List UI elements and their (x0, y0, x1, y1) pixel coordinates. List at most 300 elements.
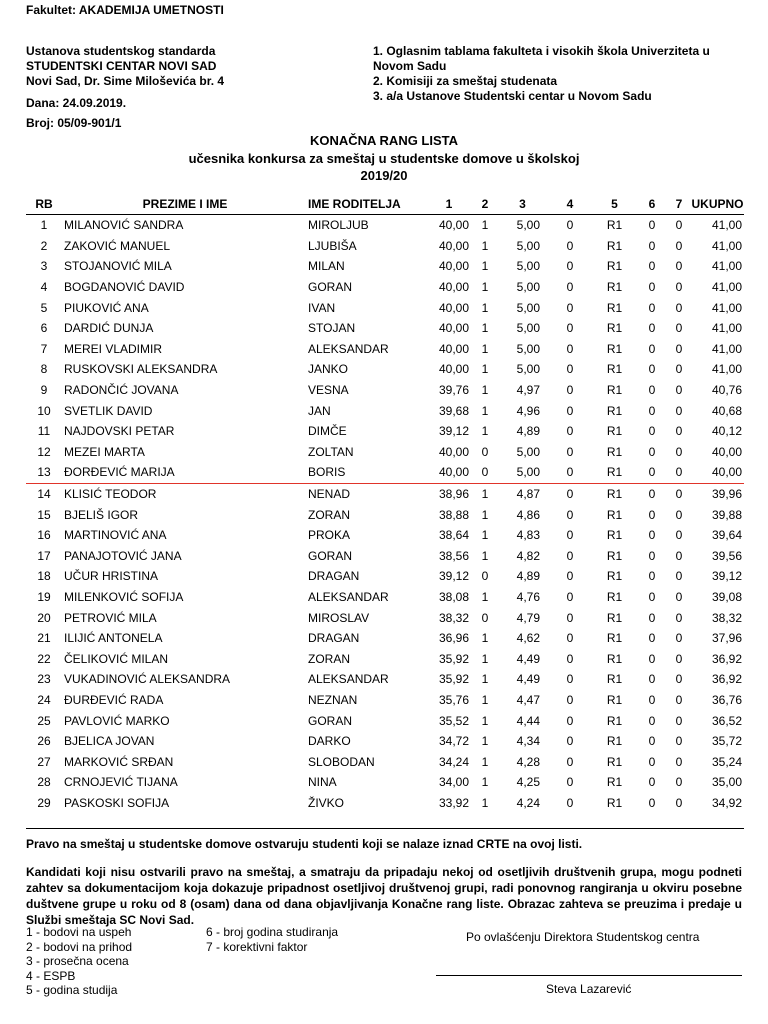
score-3-cell: 5,00 (497, 462, 548, 483)
score-5-cell: R1 (606, 218, 623, 233)
score-2-cell: 1 (481, 321, 489, 336)
score-4-cell: 0 (566, 507, 574, 522)
signature-authority: Po ovlašćenju Direktora Studentskog centra (466, 930, 700, 944)
score-4-cell: 0 (566, 383, 574, 398)
table-row (26, 587, 744, 608)
score-4-cell: 0 (566, 341, 574, 356)
legend-left (26, 925, 132, 998)
table-row (26, 359, 744, 380)
legend-item: 7 - korektivni faktor (206, 939, 308, 954)
legend-item: 2 - bodovi na prihod (26, 939, 133, 954)
score-5-cell: R1 (606, 754, 623, 769)
table-row (26, 546, 744, 567)
score-5-cell: R1 (606, 341, 623, 356)
score-4-cell: 0 (566, 444, 574, 459)
parent-name-cell: ALEKSANDAR (308, 589, 389, 604)
total-cell: 39,08 (711, 589, 742, 604)
score-3-cell: 5,00 (516, 300, 540, 315)
score-3-cell: 4,86 (516, 507, 540, 522)
parent-name-cell: NENAD (308, 487, 351, 502)
rank-cell: 21 (37, 631, 51, 646)
rank-cell: 24 (37, 692, 51, 707)
score-3-cell: 4,49 (516, 651, 540, 666)
score-4-cell: 0 (566, 362, 574, 377)
student-name-cell: DARDIĆ DUNJA (64, 321, 154, 336)
score-2-cell: 0 (473, 462, 497, 483)
score-3-cell: 4,25 (516, 775, 540, 790)
column-header: 6 (637, 194, 667, 215)
parent-name-cell: VESNA (308, 383, 349, 398)
total-cell: 34,92 (711, 795, 742, 810)
student-name-cell: MILENKOVIĆ SOFIJA (64, 589, 184, 604)
rank-cell: 12 (37, 444, 51, 459)
score-2-cell: 0 (481, 444, 489, 459)
total-cell: 36,76 (711, 692, 742, 707)
rank-cell: 1 (40, 218, 48, 233)
score-1-cell: 34,00 (438, 775, 469, 790)
total-cell: 39,56 (711, 548, 742, 563)
score-5-cell: R1 (606, 528, 623, 543)
institution-line: Novi Sad, Dr. Sime Miloševića br. 4 (26, 74, 225, 88)
score-1-cell: 38,64 (438, 528, 469, 543)
score-6-cell: 0 (648, 754, 656, 769)
rank-cell: 3 (40, 259, 48, 274)
column-header: RB (26, 194, 62, 215)
score-6-cell: 0 (648, 487, 656, 502)
rank-cell: 2 (40, 238, 48, 253)
score-3-cell: 4,49 (516, 672, 540, 687)
column-header: 7 (667, 194, 691, 215)
score-5-cell: R1 (606, 589, 623, 604)
table-row (26, 628, 744, 649)
score-1-cell: 34,24 (438, 754, 469, 769)
student-name-cell: BOGDANOVIĆ DAVID (64, 280, 185, 295)
total-cell: 41,00 (711, 238, 742, 253)
column-header: 4 (548, 194, 592, 215)
score-3-cell: 4,82 (516, 548, 540, 563)
score-3-cell: 4,28 (516, 754, 540, 769)
score-1-cell: 38,56 (438, 548, 469, 563)
score-1-cell: 40,00 (438, 280, 469, 295)
score-2-cell: 1 (481, 259, 489, 274)
score-4-cell: 0 (566, 424, 574, 439)
score-2-cell: 1 (481, 507, 489, 522)
score-7-cell: 0 (675, 754, 683, 769)
score-1-cell: 40,00 (438, 300, 469, 315)
score-7-cell: 0 (675, 775, 683, 790)
score-5-cell: R1 (606, 692, 623, 707)
cutoff-note: Pravo na smeštaj u studentske domove ostvaruju studenti koji se nalaze iznad CRTE na ovoj listi. (26, 837, 583, 851)
score-7-cell: 0 (675, 528, 683, 543)
score-7-cell: 0 (675, 403, 683, 418)
score-1-cell: 40,00 (438, 341, 469, 356)
parent-name-cell: IVAN (308, 300, 336, 315)
score-1-cell: 39,68 (438, 403, 469, 418)
score-6-cell: 0 (648, 218, 656, 233)
score-2-cell: 1 (481, 280, 489, 295)
score-4-cell: 0 (548, 462, 592, 483)
rank-cell: 26 (37, 734, 51, 749)
total-cell: 41,00 (711, 300, 742, 315)
score-2-cell: 1 (481, 341, 489, 356)
score-4-cell: 0 (566, 651, 574, 666)
score-4-cell: 0 (566, 734, 574, 749)
score-2-cell: 0 (481, 569, 489, 584)
score-2-cell: 1 (481, 300, 489, 315)
parent-name-cell: ALEKSANDAR (308, 672, 389, 687)
score-7-cell: 0 (675, 341, 683, 356)
table-row (26, 525, 744, 546)
parent-name-cell: MILAN (308, 259, 345, 274)
score-4-cell: 0 (566, 487, 574, 502)
total-cell: 35,72 (711, 734, 742, 749)
total-cell: 35,00 (711, 775, 742, 790)
score-7-cell: 0 (675, 610, 683, 625)
score-3-cell: 4,76 (516, 589, 540, 604)
rank-cell: 17 (37, 548, 51, 563)
score-7-cell: 0 (675, 444, 683, 459)
student-name-cell: NAJDOVSKI PETAR (64, 424, 175, 439)
score-2-cell: 1 (481, 713, 489, 728)
score-1-cell: 35,52 (438, 713, 469, 728)
school-year: 2019/20 (360, 168, 408, 183)
score-1-cell: 39,12 (438, 424, 469, 439)
parent-name-cell: LJUBIŠA (308, 238, 357, 253)
score-7-cell: 0 (675, 238, 683, 253)
column-header: 1 (425, 194, 473, 215)
score-6-cell: 0 (648, 383, 656, 398)
score-1-cell: 35,76 (438, 692, 469, 707)
score-3-cell: 4,24 (516, 795, 540, 810)
score-1-cell: 38,08 (438, 589, 469, 604)
student-name-cell: MARKOVIĆ SRĐAN (64, 754, 174, 769)
score-5-cell: R1 (606, 403, 623, 418)
student-name-cell: ZAKOVIĆ MANUEL (64, 238, 171, 253)
score-4-cell: 0 (566, 259, 574, 274)
score-3-cell: 5,00 (516, 238, 540, 253)
signature-line (436, 975, 742, 976)
score-3-cell: 4,34 (516, 734, 540, 749)
student-name-cell: ILIJIĆ ANTONELA (64, 631, 163, 646)
document-number: Broj: 05/09-901/1 (26, 116, 122, 130)
score-4-cell: 0 (566, 321, 574, 336)
table-row (26, 400, 744, 421)
rank-cell: 15 (37, 507, 51, 522)
ranking-table (26, 194, 744, 813)
score-7-cell: 0 (675, 218, 683, 233)
score-6-cell: 0 (648, 775, 656, 790)
faculty-title: Fakultet: AKADEMIJA UMETNOSTI (26, 3, 224, 17)
student-name-cell: STOJANOVIĆ MILA (64, 259, 172, 274)
score-5-cell: R1 (606, 444, 623, 459)
score-2-cell: 0 (481, 610, 489, 625)
parent-name-cell: MIROSLAV (308, 610, 370, 625)
rank-cell: 7 (40, 341, 48, 356)
score-6-cell: 0 (648, 238, 656, 253)
score-6-cell: 0 (648, 589, 656, 604)
parent-name-cell: JAN (308, 403, 331, 418)
score-4-cell: 0 (566, 589, 574, 604)
score-2-cell: 1 (481, 631, 489, 646)
table-row (26, 421, 744, 442)
score-7-cell: 0 (675, 692, 683, 707)
total-cell: 38,32 (711, 610, 742, 625)
parent-name-cell: DARKO (308, 734, 351, 749)
table-row (26, 504, 744, 525)
score-3-cell: 5,00 (516, 341, 540, 356)
score-5-cell: R1 (606, 383, 623, 398)
ranking-table-body (26, 215, 744, 814)
score-5-cell: R1 (606, 610, 623, 625)
score-3-cell: 4,62 (516, 631, 540, 646)
total-cell: 40,00 (711, 444, 742, 459)
score-3-cell: 4,44 (516, 713, 540, 728)
student-name-cell: MARTINOVIĆ ANA (64, 528, 167, 543)
student-name-cell: PAVLOVIĆ MARKO (64, 713, 170, 728)
score-4-cell: 0 (566, 692, 574, 707)
score-2-cell: 1 (481, 775, 489, 790)
table-row (26, 462, 744, 483)
parent-name-cell: ALEKSANDAR (308, 341, 389, 356)
rank-cell: 27 (37, 754, 51, 769)
total-cell: 40,00 (691, 462, 744, 483)
rank-cell: 25 (37, 713, 51, 728)
score-2-cell: 1 (481, 424, 489, 439)
score-5-cell: R1 (606, 795, 623, 810)
score-7-cell: 0 (675, 589, 683, 604)
parent-name-cell: NEZNAN (308, 692, 358, 707)
student-name-cell: ĐURĐEVIĆ RADA (64, 692, 164, 707)
score-2-cell: 1 (481, 383, 489, 398)
score-5-cell: R1 (606, 362, 623, 377)
score-5-cell: R1 (606, 321, 623, 336)
score-1-cell: 38,32 (438, 610, 469, 625)
score-2-cell: 1 (481, 795, 489, 810)
rank-cell: 4 (40, 280, 48, 295)
table-row (26, 380, 744, 401)
recipient-line: 3. a/a Ustanove Studentski centar u Novom Sadu (373, 89, 652, 103)
total-cell: 39,88 (711, 507, 742, 522)
score-1-cell: 40,00 (438, 444, 469, 459)
institution-line: STUDENTSKI CENTAR NOVI SAD (26, 59, 217, 73)
score-7-cell: 0 (675, 631, 683, 646)
score-5-cell: R1 (606, 713, 623, 728)
score-3-cell: 4,89 (516, 424, 540, 439)
total-cell: 35,24 (711, 754, 742, 769)
total-cell: 37,96 (711, 631, 742, 646)
score-3-cell: 5,00 (516, 362, 540, 377)
parent-name-cell: ZORAN (308, 507, 350, 522)
score-5-cell: R1 (606, 280, 623, 295)
student-name-cell: VUKADINOVIĆ ALEKSANDRA (64, 672, 231, 687)
score-4-cell: 0 (566, 754, 574, 769)
student-name-cell: ČELIKOVIĆ MILAN (64, 651, 169, 666)
table-row (26, 297, 744, 318)
score-6-cell: 0 (648, 548, 656, 563)
table-header-row (26, 194, 744, 215)
student-name-cell: PETROVIĆ MILA (64, 610, 157, 625)
score-1-cell: 40,00 (438, 362, 469, 377)
rank-cell: 28 (37, 775, 51, 790)
student-name-cell: PASKOSKI SOFIJA (64, 795, 170, 810)
score-4-cell: 0 (566, 403, 574, 418)
score-6-cell: 0 (648, 362, 656, 377)
score-3-cell: 4,87 (516, 487, 540, 502)
score-1-cell: 39,12 (438, 569, 469, 584)
score-2-cell: 1 (481, 528, 489, 543)
score-6-cell: 0 (648, 672, 656, 687)
column-header: 3 (497, 194, 548, 215)
parent-name-cell: DIMČE (308, 424, 347, 439)
total-cell: 41,00 (711, 362, 742, 377)
recipients-block (373, 44, 710, 104)
score-5-cell: R1 (606, 631, 623, 646)
score-6-cell: 0 (648, 528, 656, 543)
column-header: 2 (473, 194, 497, 215)
table-row (26, 566, 744, 587)
student-name-cell: BJELIŠ IGOR (64, 507, 139, 522)
score-3-cell: 5,00 (516, 218, 540, 233)
rank-cell: 20 (37, 610, 51, 625)
score-4-cell: 0 (566, 610, 574, 625)
score-6-cell: 0 (648, 569, 656, 584)
score-3-cell: 5,00 (516, 280, 540, 295)
score-2-cell: 1 (481, 754, 489, 769)
vulnerable-groups-note: Kandidati koji nisu ostvarili pravo na smeštaj, a smatraju da pripadaju nekoj od osetljivih društvenih grupa, mogu podneti zahtev sa dokumentacijom koja dokazuje pripadnost osetljivoj društvenoj grupi, radi ponovnog rangiranja u okviru posebne duštvene grupe u roku od 8 (osam) dana od dana objavljivanja Konačne rang liste. Obrazac zahteva se preuzima i predaje u Službi smeštaja SC Novi Sad. (26, 865, 742, 927)
score-1-cell: 34,72 (438, 734, 469, 749)
score-7-cell: 0 (675, 383, 683, 398)
score-1-cell: 33,92 (438, 795, 469, 810)
parent-name-cell: MIROLJUB (308, 218, 369, 233)
rank-cell: 23 (37, 672, 51, 687)
total-cell: 36,92 (711, 651, 742, 666)
table-row (26, 339, 744, 360)
score-4-cell: 0 (566, 795, 574, 810)
score-6-cell: 0 (637, 462, 667, 483)
score-6-cell: 0 (648, 300, 656, 315)
score-7-cell: 0 (675, 259, 683, 274)
total-cell: 36,92 (711, 672, 742, 687)
parent-name-cell: ZORAN (308, 651, 350, 666)
table-row (26, 690, 744, 711)
legend-item: 4 - ESPB (26, 968, 76, 983)
rank-cell: 10 (37, 403, 51, 418)
student-name-cell: MEREI VLADIMIR (64, 341, 163, 356)
rank-cell: 8 (40, 362, 48, 377)
score-1-cell: 40,00 (438, 238, 469, 253)
parent-name-cell: GORAN (308, 713, 353, 728)
score-2-cell: 1 (481, 734, 489, 749)
score-6-cell: 0 (648, 424, 656, 439)
score-5-cell: R1 (606, 487, 623, 502)
total-cell: 41,00 (711, 341, 742, 356)
score-4-cell: 0 (566, 280, 574, 295)
parent-name-cell: NINA (308, 775, 337, 790)
score-1-cell: 38,88 (438, 507, 469, 522)
rank-cell: 13 (26, 462, 62, 483)
score-2-cell: 1 (481, 362, 489, 377)
parent-name-cell: SLOBODAN (308, 754, 375, 769)
table-row (26, 483, 744, 504)
student-name-cell: SVETLIK DAVID (64, 403, 153, 418)
score-7-cell: 0 (675, 795, 683, 810)
score-5-cell: R1 (606, 259, 623, 274)
score-3-cell: 4,79 (516, 610, 540, 625)
parent-name-cell: BORIS (308, 462, 425, 483)
rank-cell: 22 (37, 651, 51, 666)
total-cell: 39,64 (711, 528, 742, 543)
score-3-cell: 4,83 (516, 528, 540, 543)
score-6-cell: 0 (648, 280, 656, 295)
table-row (26, 442, 744, 463)
score-5-cell: R1 (606, 775, 623, 790)
score-6-cell: 0 (648, 692, 656, 707)
recipient-line: Novom Sadu (373, 59, 447, 73)
parent-name-cell: ŽIVKO (308, 795, 345, 810)
list-title: KONAČNA RANG LISTA (309, 133, 459, 148)
parent-name-cell: DRAGAN (308, 569, 360, 584)
score-6-cell: 0 (648, 259, 656, 274)
table-row (26, 236, 744, 257)
document-date: Dana: 24.09.2019. (26, 96, 127, 110)
score-5-cell: R1 (606, 672, 623, 687)
legend-item: 1 - bodovi na uspeh (26, 925, 132, 939)
score-3-cell: 5,00 (516, 321, 540, 336)
signature-name: Steva Lazarević (546, 982, 632, 996)
score-7-cell: 0 (675, 507, 683, 522)
table-row (26, 648, 744, 669)
score-2-cell: 1 (481, 487, 489, 502)
student-name-cell: BJELICA JOVAN (64, 734, 155, 749)
score-7-cell: 0 (675, 672, 683, 687)
score-7-cell: 0 (675, 548, 683, 563)
score-4-cell: 0 (566, 218, 574, 233)
student-name-cell: MEZEI MARTA (64, 444, 145, 459)
score-1-cell: 40,00 (425, 462, 473, 483)
column-header: IME RODITELJA (308, 194, 425, 215)
table-row (26, 215, 744, 236)
score-6-cell: 0 (648, 713, 656, 728)
score-1-cell: 35,92 (438, 672, 469, 687)
rank-cell: 16 (37, 528, 51, 543)
score-4-cell: 0 (566, 713, 574, 728)
total-cell: 41,00 (711, 218, 742, 233)
score-4-cell: 0 (566, 672, 574, 687)
table-row (26, 731, 744, 752)
parent-name-cell: JANKO (308, 362, 349, 377)
table-row (26, 256, 744, 277)
score-7-cell: 0 (675, 651, 683, 666)
parent-name-cell: GORAN (308, 280, 353, 295)
legend-item: 3 - prosečna ocena (26, 954, 129, 968)
score-3-cell: 5,00 (516, 259, 540, 274)
table-bottom-rule (26, 828, 744, 829)
table-row (26, 607, 744, 628)
rank-cell: 14 (37, 487, 51, 502)
score-5-cell: R1 (606, 507, 623, 522)
score-1-cell: 40,00 (438, 218, 469, 233)
score-2-cell: 1 (481, 651, 489, 666)
legend-right (206, 925, 338, 954)
table-row (26, 318, 744, 339)
score-3-cell: 4,47 (516, 692, 540, 707)
column-header: PREZIME I IME (62, 194, 308, 215)
student-name-cell: ĐORĐEVIĆ MARIJA (62, 462, 308, 483)
score-6-cell: 0 (648, 631, 656, 646)
score-1-cell: 39,76 (438, 383, 469, 398)
student-name-cell: MILANOVIĆ SANDRA (64, 218, 184, 233)
score-6-cell: 0 (648, 444, 656, 459)
